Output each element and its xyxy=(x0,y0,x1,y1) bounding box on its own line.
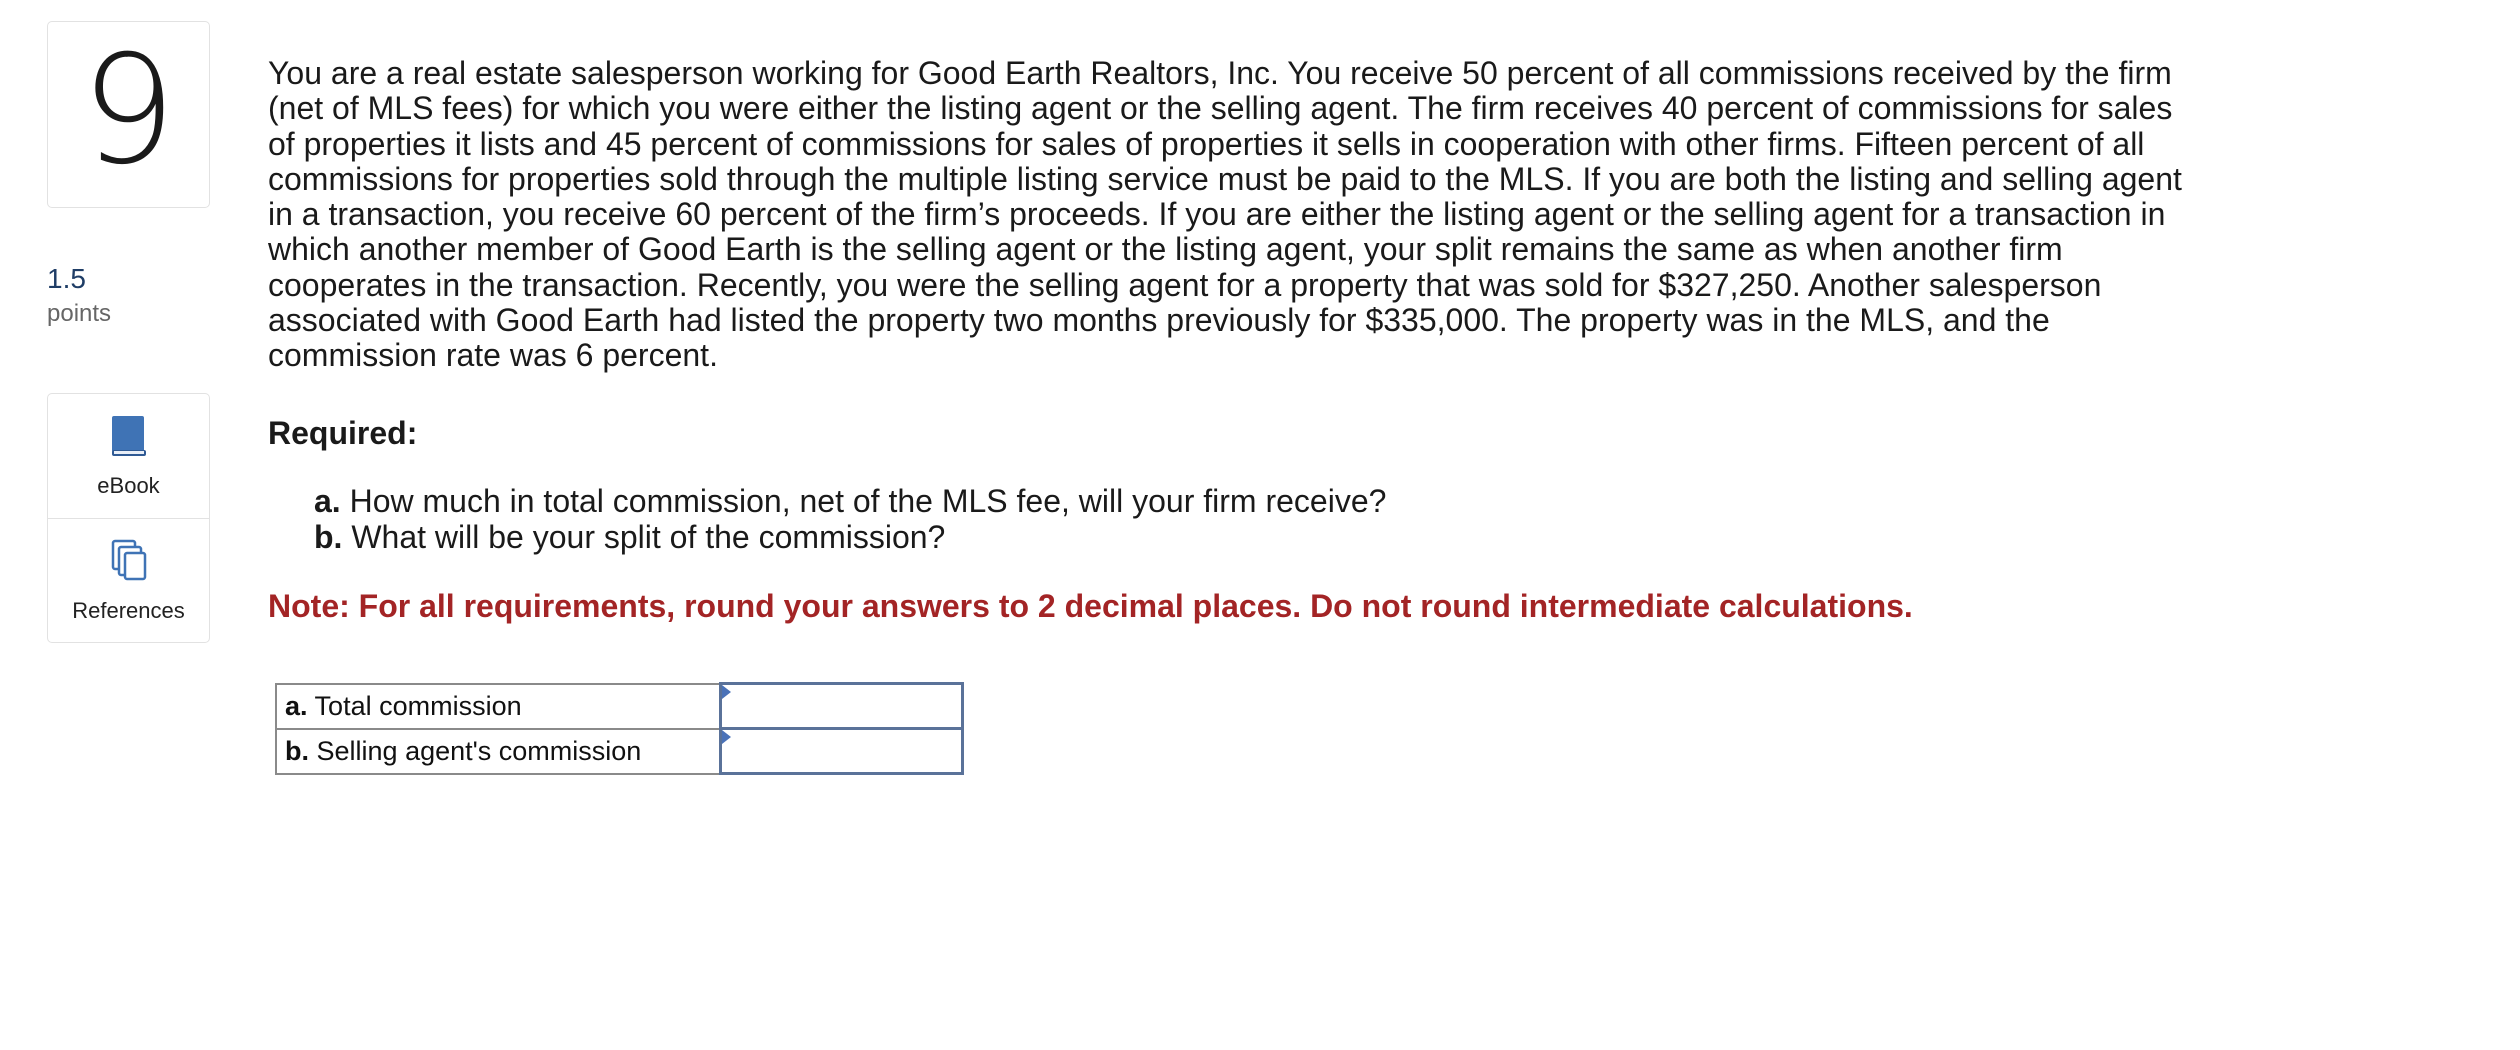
table-row xyxy=(276,729,963,774)
question-number-box xyxy=(47,21,210,208)
row-label-text: Selling agent's commission xyxy=(316,735,642,766)
requirement-b xyxy=(314,519,1386,555)
question-text: You are a real estate salesperson working for Good Earth Realtors, Inc. You receive 50 percent of all commissions received by the firm (net of MLS fees) for which you were either the listing agent or the selling agent. The firm receives 40 percent of commissions for sales of properties it lists and 45 percent of commissions for sales of properties it sells in cooperation with other firms. Fifteen percent of all commissions for properties sold through the multiple listing service must be paid to the MLS. If you are both the listing and selling agent in a transaction, you receive 60 percent of the firm’s proceeds. If you are either the listing agent or the selling agent for a transaction in which another member of Good Earth is the selling agent or the listing agent, your split remains the same as when another firm cooperates in the transaction. Recently, you were the selling agent for a property that was sold for $327,250. Another salesperson associated with Good Earth had listed the property two months previously for $335,000. The property was in the MLS, and the commission rate was 6 percent. xyxy=(268,55,2182,374)
cell-marker-icon xyxy=(722,730,731,744)
tools-panel xyxy=(47,393,210,643)
rounding-note: Note: For all requirements, round your answers to 2 decimal places. Do not round intermediate calculations. xyxy=(268,588,1913,624)
points-label: points xyxy=(47,300,112,327)
requirements-list xyxy=(314,483,1386,555)
requirement-text: What will be your split of the commission? xyxy=(351,519,946,555)
answer-cell xyxy=(721,684,963,729)
ebook-button[interactable] xyxy=(48,394,209,518)
requirement-letter: b. xyxy=(314,519,343,555)
requirement-letter: a. xyxy=(314,483,341,519)
documents-icon xyxy=(109,539,149,588)
answer-table xyxy=(275,682,964,775)
table-row xyxy=(276,684,963,729)
points-value: 1.5 xyxy=(47,263,86,294)
row-label-text: Total commission xyxy=(314,690,522,721)
required-heading: Required: xyxy=(268,415,418,451)
question-number: 9 xyxy=(80,23,177,198)
row-label xyxy=(276,684,721,729)
references-label: References xyxy=(72,597,185,623)
requirement-text: How much in total commission, net of the MLS fee, will your firm receive? xyxy=(349,483,1387,519)
references-button[interactable] xyxy=(48,518,209,643)
requirement-a xyxy=(314,483,1386,519)
row-letter: b. xyxy=(285,735,309,766)
row-label xyxy=(276,729,721,774)
cell-marker-icon xyxy=(722,685,731,699)
answer-cell xyxy=(721,729,963,774)
ebook-label: eBook xyxy=(97,472,160,498)
book-icon xyxy=(109,414,149,463)
row-letter: a. xyxy=(285,690,308,721)
total-commission-input[interactable] xyxy=(722,685,961,727)
selling-agent-commission-input[interactable] xyxy=(722,730,961,772)
